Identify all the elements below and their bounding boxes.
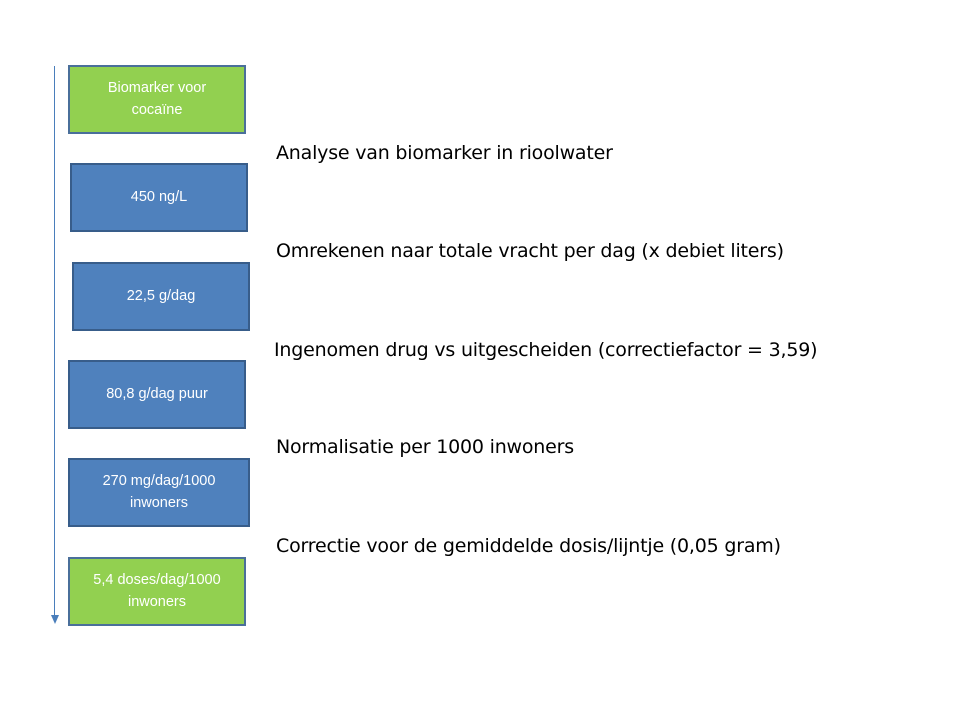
box-concentration-label: 450 ng/L [130, 188, 188, 205]
flow-arrow-line [54, 66, 55, 618]
step-normalization: Normalisatie per 1000 inwoners [276, 436, 574, 458]
step-analysis: Analyse van biomarker in rioolwater [276, 142, 613, 164]
box-pure-amount-label: 80,8 g/dag puur [106, 385, 208, 402]
box-doses [68, 557, 246, 626]
box-concentration [70, 163, 248, 232]
step-dose-correction: Correctie voor de gemiddelde dosis/lijntje (0,05 gram) [276, 535, 781, 557]
box-doses-label: 5,4 doses/dag/1000 inwoners [93, 572, 221, 610]
box-pure-amount [68, 360, 246, 429]
box-daily-load-label: 22,5 g/dag [126, 287, 196, 304]
box-normalized [68, 458, 250, 527]
box-daily-load [72, 262, 250, 331]
box-normalized-label: 270 mg/dag/1000 inwoners [102, 473, 216, 511]
box-biomarker-label: Biomarker voor cocaïne [107, 80, 207, 118]
flow-arrow-head [51, 615, 59, 624]
step-total-load: Omrekenen naar totale vracht per dag (x debiet liters) [276, 240, 784, 262]
box-biomarker [68, 65, 246, 134]
step-correction-factor: Ingenomen drug vs uitgescheiden (correctiefactor = 3,59) [274, 339, 818, 361]
